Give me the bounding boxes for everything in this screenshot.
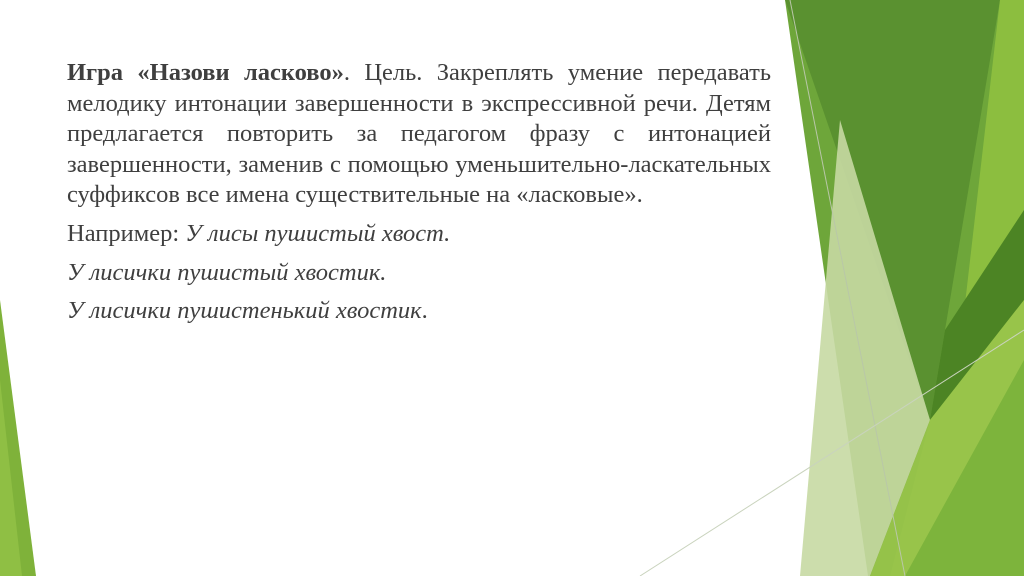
example-phrase-3-end: . [421, 297, 428, 325]
description-text: . Цель. Закреплять умение передавать мелодику интонации завершенности в экспрессивной речи. Детям предлагается повторить за педагогом фразу с интонацией завершенности, заменив с помощью уменьшительно-ласкательных суффиксов все имена существительные на «ласковые». [67, 59, 771, 209]
description-paragraph [67, 58, 771, 211]
example-phrase-2: У лисички пушистый хвостик. [67, 258, 387, 286]
slide-body [67, 58, 771, 327]
game-title: Игра «Назови ласково» [67, 59, 344, 86]
example-line-1 [67, 219, 771, 250]
example-line-2 [67, 258, 771, 289]
example-phrase-1: У лисы пушистый хвост. [185, 219, 451, 247]
example-line-3 [67, 296, 771, 327]
example-label: Например: [67, 219, 186, 247]
example-phrase-3: У лисички пушистенький хвостик [67, 297, 422, 325]
